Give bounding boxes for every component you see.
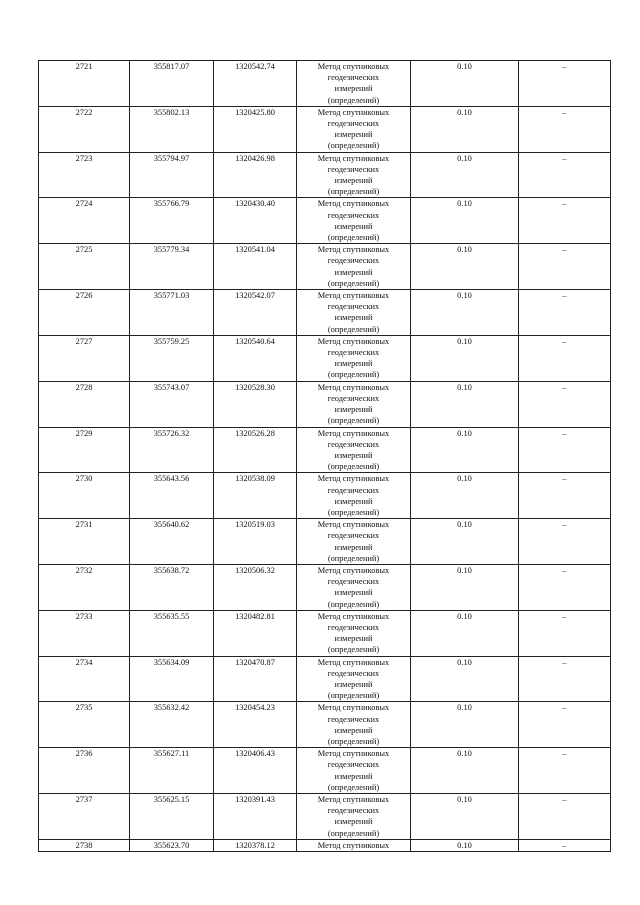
point-number-cell: 2728 bbox=[39, 381, 130, 427]
point-number-cell: 2730 bbox=[39, 473, 130, 519]
y-coordinate-cell: 1320526.28 bbox=[214, 427, 297, 473]
y-coordinate-cell: 1320506.32 bbox=[214, 564, 297, 610]
method-cell bbox=[297, 106, 411, 152]
method-line: Метод спутниковых bbox=[317, 474, 390, 484]
method-line: (определений) bbox=[327, 782, 380, 792]
method-line: Метод спутниковых bbox=[317, 565, 390, 575]
table-row bbox=[39, 656, 611, 702]
x-coordinate-cell: 355638.72 bbox=[130, 564, 214, 610]
method-line: Метод спутниковых bbox=[317, 153, 390, 163]
accuracy-cell: 0.10 bbox=[411, 427, 519, 473]
method-cell bbox=[297, 290, 411, 336]
y-coordinate-cell: 1320406.43 bbox=[214, 748, 297, 794]
x-coordinate-cell: 355771.03 bbox=[130, 290, 214, 336]
note-cell: – bbox=[519, 290, 611, 336]
method-line: измерений bbox=[334, 588, 373, 598]
point-number-cell: 2721 bbox=[39, 61, 130, 107]
accuracy-cell: 0.10 bbox=[411, 106, 519, 152]
method-line: геодезических bbox=[327, 119, 380, 129]
note-cell: – bbox=[519, 198, 611, 244]
point-number-cell: 2727 bbox=[39, 335, 130, 381]
accuracy-cell: 0.10 bbox=[411, 61, 519, 107]
accuracy-cell: 0.10 bbox=[411, 198, 519, 244]
table-row bbox=[39, 152, 611, 198]
x-coordinate-cell: 355623.70 bbox=[130, 839, 214, 851]
method-line: (определений) bbox=[327, 141, 380, 151]
method-line: Метод спутниковых bbox=[317, 520, 390, 530]
y-coordinate-cell: 1320454.23 bbox=[214, 702, 297, 748]
accuracy-cell: 0.10 bbox=[411, 839, 519, 851]
accuracy-cell: 0.10 bbox=[411, 702, 519, 748]
method-line: Метод спутниковых bbox=[317, 336, 390, 346]
x-coordinate-cell: 355743.07 bbox=[130, 381, 214, 427]
x-coordinate-cell: 355726.32 bbox=[130, 427, 214, 473]
method-line: геодезических bbox=[327, 164, 380, 174]
note-cell: – bbox=[519, 656, 611, 702]
method-cell bbox=[297, 519, 411, 565]
y-coordinate-cell: 1320541.04 bbox=[214, 244, 297, 290]
method-line: (определений) bbox=[327, 370, 380, 380]
table-row bbox=[39, 106, 611, 152]
method-line: измерений bbox=[334, 496, 373, 506]
note-cell: – bbox=[519, 564, 611, 610]
method-line: (определений) bbox=[327, 553, 380, 563]
x-coordinate-cell: 355643.56 bbox=[130, 473, 214, 519]
accuracy-cell: 0.10 bbox=[411, 610, 519, 656]
accuracy-cell: 0.10 bbox=[411, 564, 519, 610]
x-coordinate-cell: 355817.07 bbox=[130, 61, 214, 107]
method-line: измерений bbox=[334, 817, 373, 827]
point-number-cell: 2726 bbox=[39, 290, 130, 336]
table-row bbox=[39, 610, 611, 656]
method-line: геодезических bbox=[327, 393, 380, 403]
method-line: Метод спутниковых bbox=[317, 428, 390, 438]
x-coordinate-cell: 355627.11 bbox=[130, 748, 214, 794]
method-line: измерений bbox=[334, 771, 373, 781]
method-line: геодезических bbox=[327, 73, 380, 83]
method-line: (определений) bbox=[327, 324, 380, 334]
y-coordinate-cell: 1320391.43 bbox=[214, 794, 297, 840]
note-cell: – bbox=[519, 61, 611, 107]
y-coordinate-cell: 1320519.03 bbox=[214, 519, 297, 565]
accuracy-cell: 0.10 bbox=[411, 244, 519, 290]
accuracy-cell: 0.10 bbox=[411, 656, 519, 702]
method-line: (определений) bbox=[327, 416, 380, 426]
method-cell bbox=[297, 656, 411, 702]
point-number-cell: 2729 bbox=[39, 427, 130, 473]
method-cell bbox=[297, 198, 411, 244]
x-coordinate-cell: 355632.42 bbox=[130, 702, 214, 748]
point-number-cell: 2723 bbox=[39, 152, 130, 198]
note-cell: – bbox=[519, 427, 611, 473]
method-line: геодезических bbox=[327, 302, 380, 312]
note-cell: – bbox=[519, 335, 611, 381]
x-coordinate-cell: 355759.25 bbox=[130, 335, 214, 381]
note-cell: – bbox=[519, 839, 611, 851]
note-cell: – bbox=[519, 794, 611, 840]
point-number-cell: 2735 bbox=[39, 702, 130, 748]
method-line: (определений) bbox=[327, 233, 380, 243]
method-line: геодезических bbox=[327, 622, 380, 632]
point-number-cell: 2734 bbox=[39, 656, 130, 702]
point-number-cell: 2724 bbox=[39, 198, 130, 244]
y-coordinate-cell: 1320542.74 bbox=[214, 61, 297, 107]
method-line: геодезических bbox=[327, 806, 380, 816]
method-line: (определений) bbox=[327, 645, 380, 655]
point-number-cell: 2737 bbox=[39, 794, 130, 840]
coordinates-table bbox=[38, 60, 611, 852]
method-line: (определений) bbox=[327, 187, 380, 197]
method-line: геодезических bbox=[327, 348, 380, 358]
y-coordinate-cell: 1320430.40 bbox=[214, 198, 297, 244]
accuracy-cell: 0.10 bbox=[411, 748, 519, 794]
method-cell bbox=[297, 381, 411, 427]
method-line: Метод спутниковых bbox=[317, 199, 390, 209]
table-row bbox=[39, 702, 611, 748]
accuracy-cell: 0.10 bbox=[411, 473, 519, 519]
x-coordinate-cell: 355802.13 bbox=[130, 106, 214, 152]
note-cell: – bbox=[519, 381, 611, 427]
method-line: геодезических bbox=[327, 668, 380, 678]
x-coordinate-cell: 355634.09 bbox=[130, 656, 214, 702]
method-line: (определений) bbox=[327, 278, 380, 288]
method-line: геодезических bbox=[327, 210, 380, 220]
method-line: (определений) bbox=[327, 828, 380, 838]
method-line: Метод спутниковых bbox=[317, 795, 390, 804]
method-cell bbox=[297, 335, 411, 381]
method-cell bbox=[297, 610, 411, 656]
note-cell: – bbox=[519, 610, 611, 656]
method-line: геодезических bbox=[327, 714, 380, 724]
table-row bbox=[39, 839, 611, 851]
y-coordinate-cell: 1320482.81 bbox=[214, 610, 297, 656]
accuracy-cell: 0.10 bbox=[411, 519, 519, 565]
point-number-cell: 2731 bbox=[39, 519, 130, 565]
method-line: измерений bbox=[334, 313, 373, 323]
method-line: измерений bbox=[334, 221, 373, 231]
x-coordinate-cell: 355640.62 bbox=[130, 519, 214, 565]
note-cell: – bbox=[519, 748, 611, 794]
method-line: Метод спутниковых bbox=[317, 382, 390, 392]
table-row bbox=[39, 748, 611, 794]
table-row bbox=[39, 244, 611, 290]
y-coordinate-cell: 1320470.87 bbox=[214, 656, 297, 702]
method-cell bbox=[297, 152, 411, 198]
table-row bbox=[39, 198, 611, 244]
method-cell bbox=[297, 564, 411, 610]
table-row bbox=[39, 381, 611, 427]
method-line: измерений bbox=[334, 405, 373, 415]
method-line: измерений bbox=[334, 130, 373, 140]
method-line: измерений bbox=[334, 679, 373, 689]
method-line: (определений) bbox=[327, 691, 380, 701]
note-cell: – bbox=[519, 106, 611, 152]
accuracy-cell: 0.10 bbox=[411, 335, 519, 381]
method-cell bbox=[297, 473, 411, 519]
note-cell: – bbox=[519, 519, 611, 565]
note-cell: – bbox=[519, 473, 611, 519]
accuracy-cell: 0.10 bbox=[411, 794, 519, 840]
y-coordinate-cell: 1320528.30 bbox=[214, 381, 297, 427]
table-row bbox=[39, 335, 611, 381]
accuracy-cell: 0.10 bbox=[411, 290, 519, 336]
method-line: измерений bbox=[334, 725, 373, 735]
x-coordinate-cell: 355766.79 bbox=[130, 198, 214, 244]
accuracy-cell: 0.10 bbox=[411, 381, 519, 427]
x-coordinate-cell: 355779.34 bbox=[130, 244, 214, 290]
note-cell: – bbox=[519, 152, 611, 198]
y-coordinate-cell: 1320542.07 bbox=[214, 290, 297, 336]
point-number-cell: 2725 bbox=[39, 244, 130, 290]
method-line: геодезических bbox=[327, 485, 380, 495]
method-line: Метод спутниковых bbox=[317, 291, 390, 301]
method-line: Метод спутниковых bbox=[317, 703, 390, 713]
point-number-cell: 2736 bbox=[39, 748, 130, 794]
method-line: (определений) bbox=[327, 599, 380, 609]
method-line: Метод спутниковых bbox=[317, 245, 390, 255]
coordinates-table-body bbox=[39, 61, 611, 852]
method-cell bbox=[297, 702, 411, 748]
method-line: Метод спутниковых bbox=[317, 657, 390, 667]
method-cell bbox=[297, 61, 411, 107]
method-line: геодезических bbox=[327, 760, 380, 770]
table-row bbox=[39, 473, 611, 519]
method-line: измерений bbox=[334, 542, 373, 552]
method-line: измерений bbox=[334, 84, 373, 94]
note-cell: – bbox=[519, 702, 611, 748]
y-coordinate-cell: 1320540.64 bbox=[214, 335, 297, 381]
y-coordinate-cell: 1320425.80 bbox=[214, 106, 297, 152]
method-line: Метод спутниковых bbox=[317, 749, 390, 759]
method-cell bbox=[297, 427, 411, 473]
table-row bbox=[39, 519, 611, 565]
method-line: измерений bbox=[334, 634, 373, 644]
point-number-cell: 2722 bbox=[39, 106, 130, 152]
y-coordinate-cell: 1320426.98 bbox=[214, 152, 297, 198]
x-coordinate-cell: 355635.55 bbox=[130, 610, 214, 656]
method-line: (определений) bbox=[327, 736, 380, 746]
point-number-cell: 2732 bbox=[39, 564, 130, 610]
table-row bbox=[39, 290, 611, 336]
table-row bbox=[39, 794, 611, 840]
table-row bbox=[39, 61, 611, 107]
method-line: (определений) bbox=[327, 462, 380, 472]
method-line: Метод спутниковых bbox=[317, 611, 390, 621]
method-line: измерений bbox=[334, 359, 373, 369]
table-row bbox=[39, 427, 611, 473]
method-cell bbox=[297, 748, 411, 794]
method-line: геодезических bbox=[327, 531, 380, 541]
point-number-cell: 2733 bbox=[39, 610, 130, 656]
method-line: Метод спутниковых bbox=[317, 62, 390, 71]
method-cell bbox=[297, 839, 411, 851]
x-coordinate-cell: 355794.97 bbox=[130, 152, 214, 198]
method-line: геодезических bbox=[327, 256, 380, 266]
point-number-cell: 2738 bbox=[39, 839, 130, 851]
note-cell: – bbox=[519, 244, 611, 290]
method-line: геодезических bbox=[327, 577, 380, 587]
x-coordinate-cell: 355625.15 bbox=[130, 794, 214, 840]
method-line: измерений bbox=[334, 267, 373, 277]
accuracy-cell: 0.10 bbox=[411, 152, 519, 198]
method-line: Метод спутниковых bbox=[317, 840, 390, 850]
method-line: (определений) bbox=[327, 507, 380, 517]
method-line: измерений bbox=[334, 450, 373, 460]
y-coordinate-cell: 1320538.09 bbox=[214, 473, 297, 519]
method-line: Метод спутниковых bbox=[317, 107, 390, 117]
table-row bbox=[39, 564, 611, 610]
method-cell bbox=[297, 244, 411, 290]
method-cell bbox=[297, 794, 411, 840]
y-coordinate-cell: 1320378.12 bbox=[214, 839, 297, 851]
method-line: геодезических bbox=[327, 439, 380, 449]
method-line: (определений) bbox=[327, 95, 380, 105]
method-line: измерений bbox=[334, 176, 373, 186]
